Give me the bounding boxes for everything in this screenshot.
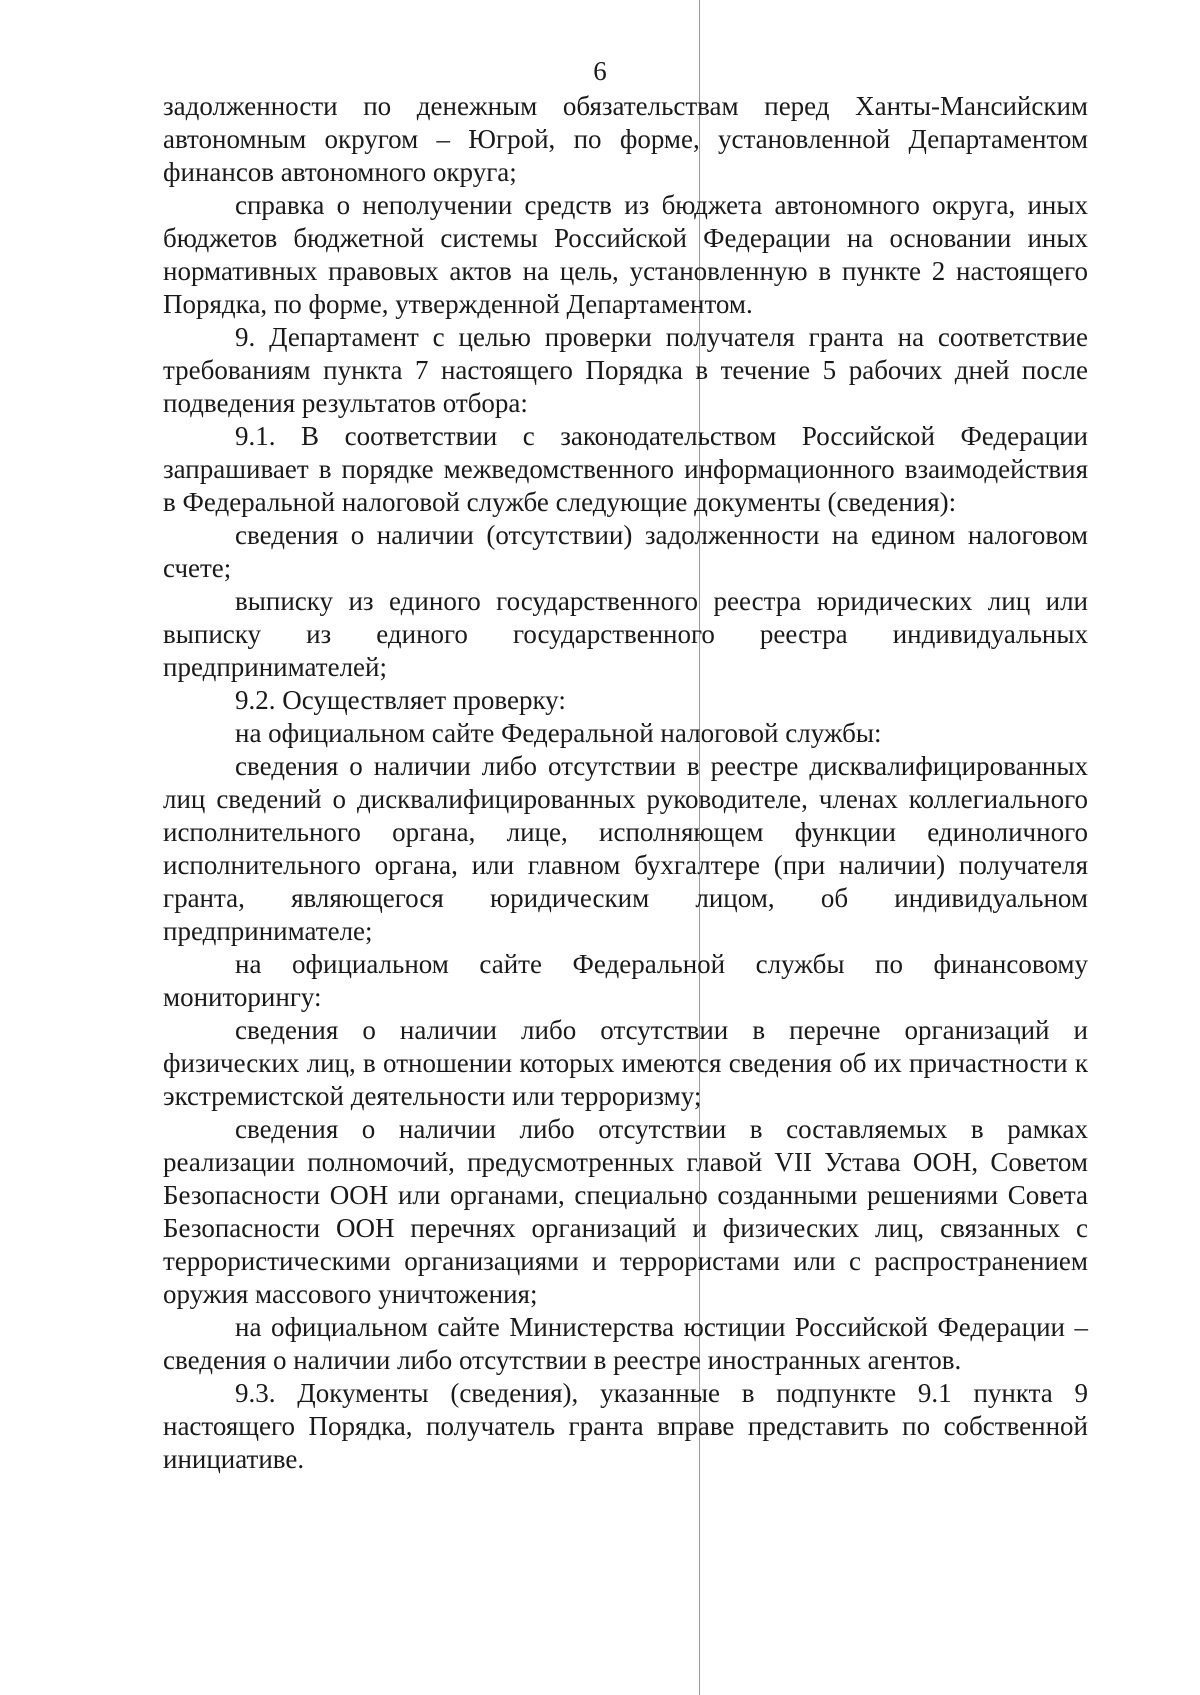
- paragraph-13: на официальном сайте Министерства юстиции Российской Федерации – сведения о наличии либо отсутствии в реестре иностранных агентов.: [163, 1312, 1088, 1375]
- paragraph-2: справка о неполучении средств из бюджета автономного округа, иных бюджетов бюджетной системы Российской Федерации на основании иных нормативных правовых актов на цель, установленную в пункте 2 настоящего Порядка, по форме, утвержденной Департаментом.: [163, 190, 1088, 319]
- paragraph-4: 9.1. В соответствии с законодательством Российской Федерации запрашивает в порядке межведомственного информационного взаимодействия в Федеральной налоговой службе следующие документы (сведения):: [163, 421, 1088, 517]
- paragraph-5: сведения о наличии (отсутствии) задолженности на едином налоговом счете;: [163, 520, 1088, 583]
- document-body: [163, 90, 1088, 1476]
- paragraph-8: на официальном сайте Федеральной налоговой службы:: [235, 718, 882, 748]
- paragraph-12: сведения о наличии либо отсутствии в составляемых в рамках реализации полномочий, предусмотренных главой VII Устава ООН, Советом Безопасности ООН или органами, специально созданными решениями Совета Безопасности ООН перечнях организаций и физических лиц, связанных с террористическими организациями и террористами или с распространением оружия массового уничтожения;: [163, 1114, 1088, 1309]
- paragraph-1: задолженности по денежным обязательствам перед Ханты-Мансийским автономным округом – Югрой, по форме, установленной Департаментом финансов автономного округа;: [163, 91, 1088, 187]
- paragraph-7: 9.2. Осуществляет проверку:: [235, 685, 566, 715]
- paragraph-14: 9.3. Документы (сведения), указанные в подпункте 9.1 пункта 9 настоящего Порядка, получатель гранта вправе представить по собственной инициативе.: [163, 1378, 1088, 1474]
- paragraph-10: на официальном сайте Федеральной службы по финансовому мониторингу:: [163, 949, 1088, 1012]
- paragraph-11: сведения о наличии либо отсутствии в перечне организаций и физических лиц, в отношении которых имеются сведения об их причастности к экстремистской деятельности или терроризму;: [163, 1015, 1088, 1111]
- page-number: 6: [593, 56, 607, 86]
- paragraph-9: сведения о наличии либо отсутствии в реестре дисквалифицированных лиц сведений о дисквалифицированных руководителе, членах коллегиального исполнительного органа, лице, исполняющем функции единоличного исполнительного органа, или главном бухгалтере (при наличии) получателя гранта, являющегося юридическим лицом, об индивидуальном предпринимателе;: [163, 751, 1088, 946]
- paragraph-6: выписку из единого государственного реестра юридических лиц или выписку из единого государственного реестра индивидуальных предпринимателей;: [163, 586, 1088, 682]
- paragraph-3: 9. Департамент с целью проверки получателя гранта на соответствие требованиям пункта 7 настоящего Порядка в течение 5 рабочих дней после подведения результатов отбора:: [163, 322, 1088, 418]
